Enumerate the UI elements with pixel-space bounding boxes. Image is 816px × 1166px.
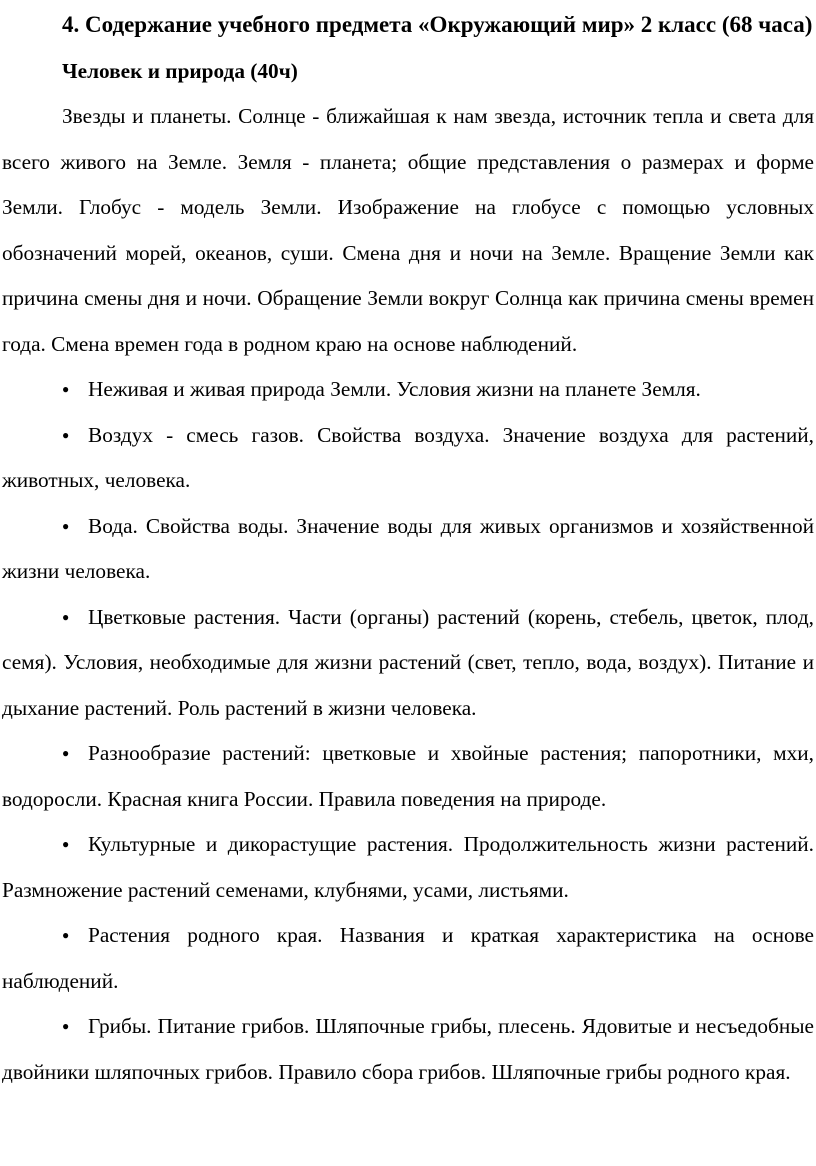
- bullet-item: [2, 913, 814, 1004]
- bullet-text: Вода. Свойства воды. Значение воды для живых организмов и хозяйственной жизни человека.: [2, 513, 814, 583]
- bullet-item: [2, 731, 814, 822]
- bullet-icon: ●: [62, 837, 70, 851]
- bullet-text: Растения родного края. Названия и краткая характеристика на основе наблюдений.: [2, 923, 814, 993]
- bullet-item: [2, 504, 814, 595]
- bullet-item: [2, 413, 814, 504]
- bullet-icon: ●: [62, 609, 70, 624]
- bullet-text: Культурные и дикорастущие растения. Продолжительность жизни растений. Размножение растений семенами, клубнями, усами, листьями.: [2, 832, 814, 902]
- bullet-text: Неживая и живая природа Земли. Условия жизни на планете Земля.: [88, 377, 701, 401]
- bullet-text: Разнообразие растений: цветковые и хвойные растения; папоротники, мхи, водоросли. Красная книга России. Правила поведения на природе.: [2, 741, 814, 811]
- bullet-text: Грибы. Питание грибов. Шляпочные грибы, плесень. Ядовитые и несъедобные двойники шляпочных грибов. Правило сбора грибов. Шляпочные грибы родного края.: [2, 1014, 814, 1084]
- bullet-text: Цветковые растения. Части (органы) растений (корень, стебель, цветок, плод, семя). Условия, необходимые для жизни растений (свет, тепло, вода, воздух). Питание и дыхание растений. Роль растений в жизни человека.: [2, 604, 814, 720]
- bullet-icon: ●: [62, 746, 70, 760]
- document-title: 4. Содержание учебного предмета «Окружающий мир» 2 класс (68 часа): [62, 12, 813, 37]
- bullet-icon: ●: [62, 382, 70, 396]
- bullet-icon: ●: [62, 1019, 70, 1033]
- bullet-icon: ●: [62, 928, 70, 942]
- bullet-item: [2, 595, 814, 732]
- intro-paragraph: Звезды и планеты. Солнце - ближайшая к нам звезда, источник тепла и света для всего живого на Земле. Земля - планета; общие представления о размерах и форме Земли. Глобус - модель Земли. Изображение на глобусе с помощью условных обозначений морей, океанов, суши. Смена дня и ночи на Земле. Вращение Земли как причина смены дня и ночи. Обращение Земли вокруг Солнца как причина смены времен года. Смена времен года в родном краю на основе наблюдений.: [2, 104, 814, 356]
- bullet-item: [2, 1004, 814, 1095]
- bullet-item: [2, 822, 814, 913]
- section-heading: Человек и природа (40ч): [62, 59, 298, 83]
- bullet-item: [2, 367, 814, 413]
- bullet-icon: ●: [62, 427, 70, 442]
- bullet-text: Воздух - смесь газов. Свойства воздуха. Значение воздуха для растений, животных, человека.: [2, 422, 814, 492]
- bullet-icon: ●: [62, 518, 70, 533]
